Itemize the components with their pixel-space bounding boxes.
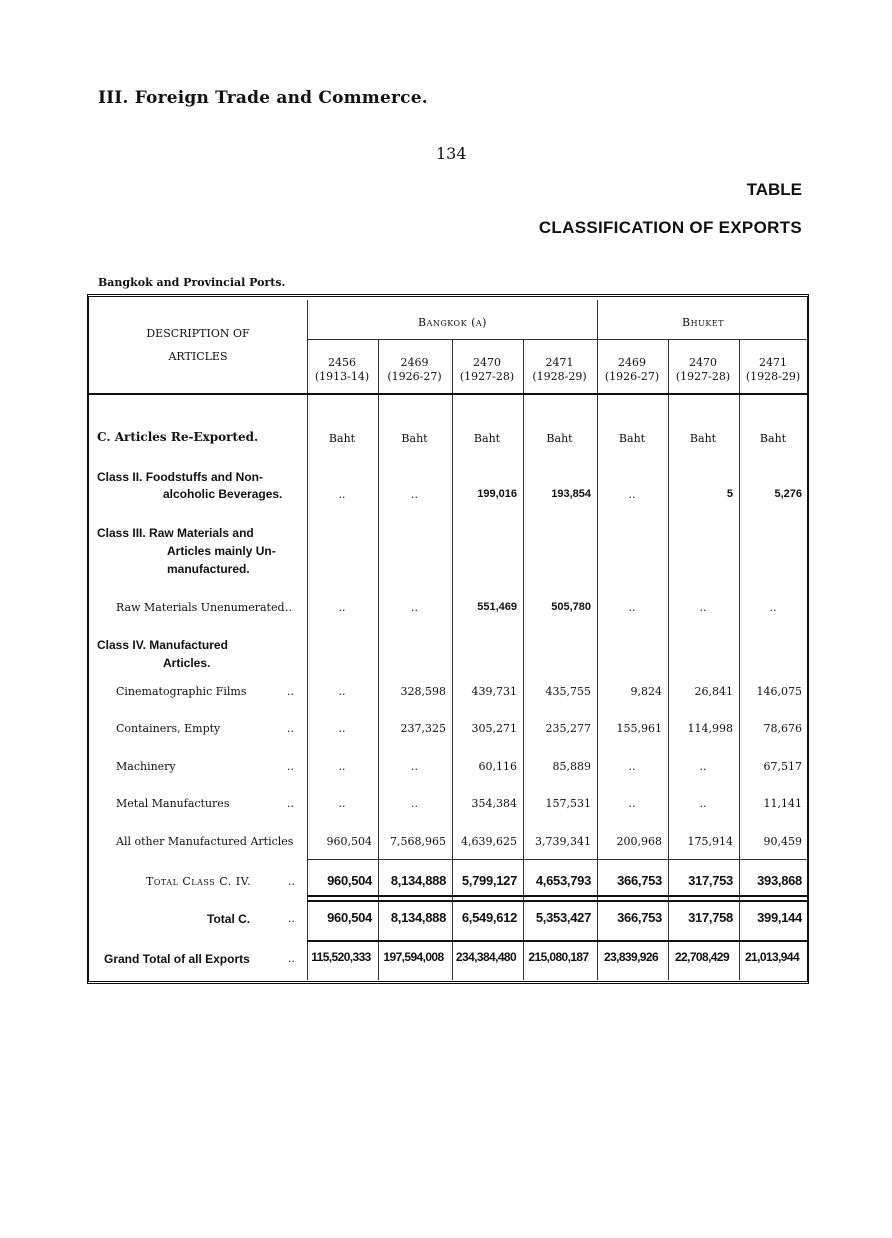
table-cell: 114,998 [687, 722, 733, 735]
table-cell: 551,469 [477, 601, 517, 613]
table-cell: .. [411, 797, 418, 810]
table-cell: 199,016 [477, 488, 517, 500]
table-cell: .. [628, 601, 636, 614]
column-period: (1926-27) [604, 370, 660, 383]
column-period: (1928-29) [745, 370, 801, 383]
column-period: (1913-14) [314, 370, 370, 383]
total-rule [307, 859, 807, 860]
total-cell: 399,144 [757, 910, 802, 925]
section-c-label: C. Articles Re-Exported. [97, 430, 259, 444]
group-header-bhuket: Bhuket [682, 316, 724, 329]
table-cell: 78,676 [763, 722, 802, 735]
total-cell: 5,799,127 [461, 873, 517, 888]
table-cell: 5 [726, 488, 733, 500]
table-cell: 5,276 [774, 488, 802, 500]
unit-label: Baht [689, 432, 717, 445]
table-cell: 85,889 [552, 760, 591, 773]
table-cell: .. [338, 685, 346, 698]
table-cell: .. [628, 488, 636, 501]
table-cell: 200,968 [616, 835, 662, 848]
table-cell: 439,731 [471, 685, 517, 698]
description-header: DESCRIPTION OF [146, 327, 250, 340]
total-cell: 960,504 [327, 910, 372, 925]
table-cell: 146,075 [756, 685, 802, 698]
column-year: 2471 [759, 356, 787, 369]
table-cell: 175,914 [687, 835, 733, 848]
leader-dots: .. [285, 601, 292, 614]
total-cell: 5,353,427 [535, 910, 591, 925]
total-rule [307, 900, 807, 902]
table-cell: .. [628, 797, 636, 810]
column-year: 2471 [545, 356, 574, 369]
table-cell: 90,459 [763, 835, 802, 848]
leader-dots: .. [287, 797, 294, 810]
table-cell: .. [699, 797, 707, 810]
group-header-bangkok: Bangkok (a) [418, 316, 487, 329]
table-cell: 305,271 [471, 722, 517, 735]
total-rule [307, 895, 807, 897]
table-cell: .. [411, 601, 418, 614]
grand-total-cell: 197,594,008 [383, 950, 444, 964]
column-year: 2470 [689, 356, 717, 369]
total-cell: 366,753 [617, 873, 662, 888]
total-cell: 393,868 [757, 873, 802, 888]
table-cell: 155,961 [616, 722, 662, 735]
class-4-label-line2: Articles. [163, 656, 211, 670]
header-bottom-rule [89, 393, 807, 395]
table-cell: 67,517 [763, 760, 802, 773]
class-3-label: Class III. Raw Materials and [97, 526, 254, 540]
table-cell: .. [769, 601, 777, 614]
unit-label: Baht [401, 432, 428, 445]
region-label: Bangkok and Provincial Ports. [98, 276, 286, 289]
total-c-label: Total C. [207, 912, 251, 926]
unit-label: Baht [328, 432, 356, 445]
leader-dots: .. [287, 722, 294, 735]
table-cell: 7,568,965 [390, 835, 446, 848]
grand-total-cell: 115,520,333 [311, 950, 371, 964]
table-cell: .. [338, 601, 346, 614]
total-cell: 960,504 [327, 873, 372, 888]
column-period: (1928-29) [532, 370, 587, 383]
table-cell: 193,854 [551, 488, 591, 500]
leader-dots: .. [287, 685, 294, 698]
total-cell: 8,134,888 [390, 910, 446, 925]
column-period: (1927-28) [459, 370, 515, 383]
total-cell: 366,753 [617, 910, 662, 925]
grand-total-cell: 21,013,944 [744, 950, 800, 964]
table-cell: 9,824 [630, 685, 662, 698]
class-2-label: Class II. Foodstuffs and Non- [97, 470, 264, 484]
column-year: 2470 [473, 356, 501, 369]
page-number: 134 [436, 144, 467, 163]
total-class-iv-label: Total Class C. IV. [146, 875, 252, 888]
table-title: CLASSIFICATION OF EXPORTS [538, 218, 802, 237]
leader-dots: .. [288, 875, 295, 888]
unit-label: Baht [546, 432, 573, 445]
grand-total-label: Grand Total of all Exports [104, 952, 250, 966]
table-cell: 328,598 [400, 685, 446, 698]
total-cell: 8,134,888 [390, 873, 446, 888]
raw-materials-label: Raw Materials Unenumerated [116, 601, 285, 614]
table-cell: 60,116 [478, 760, 517, 773]
table-cell: 435,755 [545, 685, 591, 698]
unit-label: Baht [473, 432, 501, 445]
leader-dots: .. [287, 760, 294, 773]
table-cell: 505,780 [551, 601, 591, 613]
table-cell: .. [338, 722, 346, 735]
table-cell: .. [699, 760, 707, 773]
leader-dots: .. [288, 912, 295, 925]
row-label: All other Manufactured Articles [116, 835, 294, 848]
table-cell: .. [628, 760, 636, 773]
total-rule [307, 940, 807, 942]
table-cell: .. [338, 797, 346, 810]
table-cell: .. [411, 760, 418, 773]
class-3-label-line2: Articles mainly Un- [167, 544, 276, 558]
unit-label: Baht [759, 432, 787, 445]
row-label: Machinery [116, 760, 176, 773]
table-cell: 237,325 [400, 722, 446, 735]
table-cell: 4,639,625 [461, 835, 517, 848]
grand-total-cell: 215,080,187 [528, 950, 589, 964]
column-year: 2469 [618, 356, 646, 369]
total-cell: 317,753 [688, 873, 733, 888]
column-year: 2469 [400, 356, 429, 369]
description-header-line2: ARTICLES [168, 350, 228, 363]
table-cell: .. [699, 601, 707, 614]
total-cell: 6,549,612 [461, 910, 517, 925]
table-cell: 354,384 [471, 797, 517, 810]
class-2-label-line2: alcoholic Beverages. [163, 487, 283, 501]
table-cell: .. [338, 760, 346, 773]
table-cell: 3,739,341 [535, 835, 591, 848]
unit-label: Baht [618, 432, 646, 445]
table-cell: .. [411, 488, 418, 501]
row-label: Metal Manufactures [116, 797, 230, 810]
group-header-rule [307, 339, 807, 340]
grand-total-cell: 22,708,429 [674, 950, 730, 964]
total-cell: 317,758 [688, 910, 733, 925]
table-cell: 26,841 [694, 685, 733, 698]
column-year: 2456 [328, 356, 356, 369]
class-4-label: Class IV. Manufactured [97, 638, 228, 652]
table-heading: TABLE [746, 180, 802, 199]
total-cell: 4,653,793 [535, 873, 591, 888]
class-3-label-line3: manufactured. [167, 562, 250, 576]
table-cell: .. [338, 488, 346, 501]
row-label: Cinematographic Films [116, 685, 247, 698]
column-period: (1926-27) [387, 370, 442, 383]
row-label: Containers, Empty [116, 722, 221, 735]
table-cell: 11,141 [763, 797, 802, 810]
leader-dots: .. [288, 952, 295, 965]
table-cell: 960,504 [326, 835, 372, 848]
table-cell: 157,531 [545, 797, 591, 810]
grand-total-cell: 23,839,926 [603, 950, 659, 964]
column-period: (1927-28) [675, 370, 731, 383]
grand-total-cell: 234,384,480 [455, 950, 517, 964]
table-cell: 235,277 [545, 722, 591, 735]
section-title: III. Foreign Trade and Commerce. [98, 88, 428, 108]
